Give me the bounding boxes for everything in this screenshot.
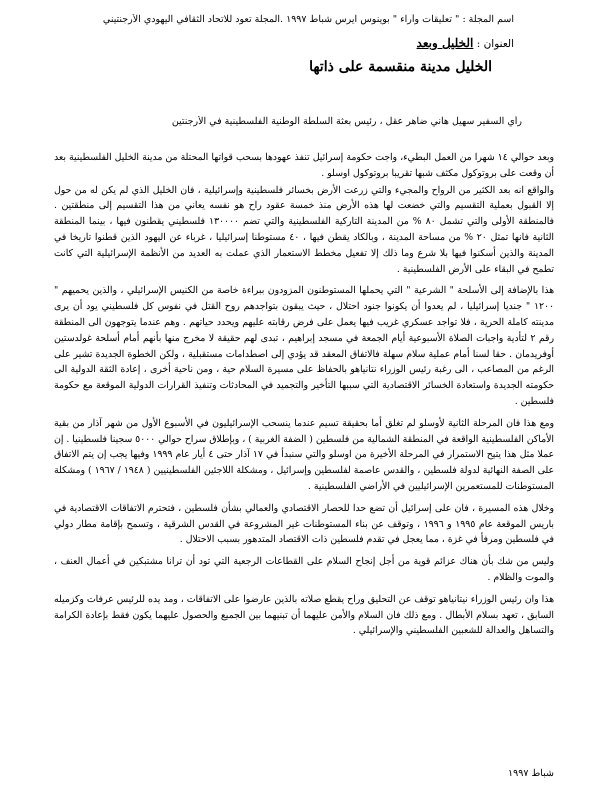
author-line: رأي السفير سهيل هاني ضاهر عقل ، رئيس بعثة السلطة الوطنية الفلسطينية في الأرجنتين [171, 116, 522, 127]
article-body [54, 150, 554, 640]
magazine-label: اسم المجلة : [462, 14, 514, 25]
paragraph: هذا بالإضافة إلى الأسلحة " الشرعية " التي يحملها المستوطنون المزودون ببراءة خاصة من الكنيس الإسرائيلي ، والذين يحميهم " ١٢٠٠ " جنديا إسرائيليا ، لم يعدوا أن يكونوا جنود احتلال ، حيث يبقون بتواجدهم روح القتل في نفوس كل فلسطيني يود أن يرى مدينته كاملة الحرية ، فلا تواجد عسكري غريب فيها يعمل على فرض رقابته عليهم ويحدد حياتهم . وهم عندما يتوجهون الى المنطقة رقم ٢ لتأدية واجبات الصلاة الأسبوعية أيام الجمعة في مسجد إبراهيم ، تبدى لهم حقيقة لا مخرج منها بأنهم أمام أسلحة غولدستين أوفريدمان . حقا لسنا أمام عملية سلام سهلة فالاتفاق المعقد قد يؤدي إلى اصطدامات مستقبلية ، ولكن الخطوة الجديدة تشير على الرغم من المصاعب ، الى رغبة رئيس الوزراء نتانياهو بالحفاظ على مسيرة السلام حية ، ومن ناحية أخرى ، إعادة الثقة الدولية الى حكومته الجديدة واستعادة الخسائر الاقتصادية التي سببها التأخير والتجميد في المحادثات وتنفيذ القرارات الدولية الموقعة مع حكومة فلسطين . [54, 285, 554, 407]
document-date: شباط ١٩٩٧ [508, 768, 554, 779]
paragraph: هذا وان رئيس الوزراء نيتانياهو توقف عن التحليق وراح يقطع صلاته بالذين عارضوا على الاتفاقات ، ومد يده للرئيس عرفات وكزميله السابق ، تعهد بسلام الأبطال . ومع ذلك فان السلام والأمن عليهما أن تبنيهما بين الجميع والحصول عليهما يكون فقط بإعادة الكرامة والتساهل والعدالة للشعبين الفلسطيني والإسرائيلي . [54, 593, 554, 637]
paragraph: والواقع انه بعد الكثير من الرواح والمجيء والتي زرعت الأرض بخسائر فلسطينية وإسرائيلية ، فان الخليل الذي لم يكن له من حول إلا القبول بعملية التقسيم والتي خضعت لها هذه الأرض منذ خمسة عقود راح هو نفسه يعاني من هذا التقسيم إلى منطقتين . فالمنطقة الأولى والتي تشمل ٨٠ % من المدينة التاركية الفلسطينية والتي تضم ١٣٠٠٠٠ فلسطيني يقطنون فيها ، بينما المنطقة الثانية فانها تمثل ٢٠ % من مساحة المدينة ، وبالكاد يقطن فيها ، ٤٠ مستوطنا إسرائيليا ، غرباء عن اليهود الذين قطنوا تاريخا في المدينة والذين أسكنوا فيها بلا شرع وما ذلك إلا تفعيل مخطط الاستعمار الذي عملت به العديد من الأنظمة الإسرائيلية التي كانت تطمح في البقاء على الأرض الفلسطينية . [54, 184, 555, 275]
document-subtitle: الخليل مدينة منقسمة على ذاتها [309, 59, 492, 75]
title-line [54, 36, 514, 50]
paragraph: ومع هذا فان المرحلة الثانية لأوسلو لم تغلق أما بحقيقة تسيم عندما ينسحب الإسرائيليون في الأسبوع الأول من شهر آذار من بقية الأماكن الفلسطينية الواقعة في المنطقة الشمالية من فلسطين ( الضفة الغربية ) ، وبإطلاق سراح حوالي ٥٠٠٠ سجينا فلسطينيا . إن عملا مثل هذا يتيح الاستمرار في المرحلة الأخيرة من اوسلو والتي سنبدأ في ١٧ آذار حتى ٤ أيار عام ١٩٩٩ وفيها يجب إن يتم الاتفاق على الصفة النهائية لدولة فلسطين ، والقدس عاصمة لفلسطين وإسرائيل ، ومشكلة اللاجئين الفلسطينيين ( ١٩٤٨ / ١٩٦٧ ) ومشكلة المستوطنات للمستعمرين الإسرائيليين في الأراضي الفلسطينية . [54, 417, 555, 492]
paragraph: وليس من شك بأن هناك عزائم قوية من أجل إنجاح السلام على القطاعات الرجعية التي تود أن ترانا مشتبكين في أعمال العنف ، والموت والظلام . [54, 556, 554, 583]
magazine-line [54, 14, 514, 25]
paragraph: وبعد حوالي ١٤ شهرا من العمل البطيء، واجت حكومة إسرائيل تنفذ عهودها بسحب قواتها المحتلة من مدينة الخليل الفلسطينية بعد أن وقعت على بروتوكول مكثف شبها تقريبا بروتوكول اوسلو . [54, 152, 555, 179]
paragraph: وخلال هذه المسيرة ، فان على إسرائيل أن تضع حدا للحصار الاقتصادي والعمالي بشأن فلسطين ، فتحترم الاتفاقات الاقتصادية في باريس الموقعة عام ١٩٩٥ و ١٩٩٦ ، وتوقف عن بناء المستوطنات غير المشروعة في القدس الشرقية ، وتسمح بإقامة مطار دولي في فلسطين ومرفأ في غزة ، مما يعجل في تقدم فلسطين ذات الاقتصاد المتدهور بسبب الاحتلال . [54, 502, 554, 546]
document-title: الخليل وبعد [416, 36, 474, 50]
title-label: العنوان : [476, 38, 514, 50]
magazine-value: " تعليقات وآراء " بوينوس ايرس شباط ١٩٩٧ .المجلة تعود للاتحاد الثقافي اليهودي الأرجنتيني [102, 14, 460, 25]
